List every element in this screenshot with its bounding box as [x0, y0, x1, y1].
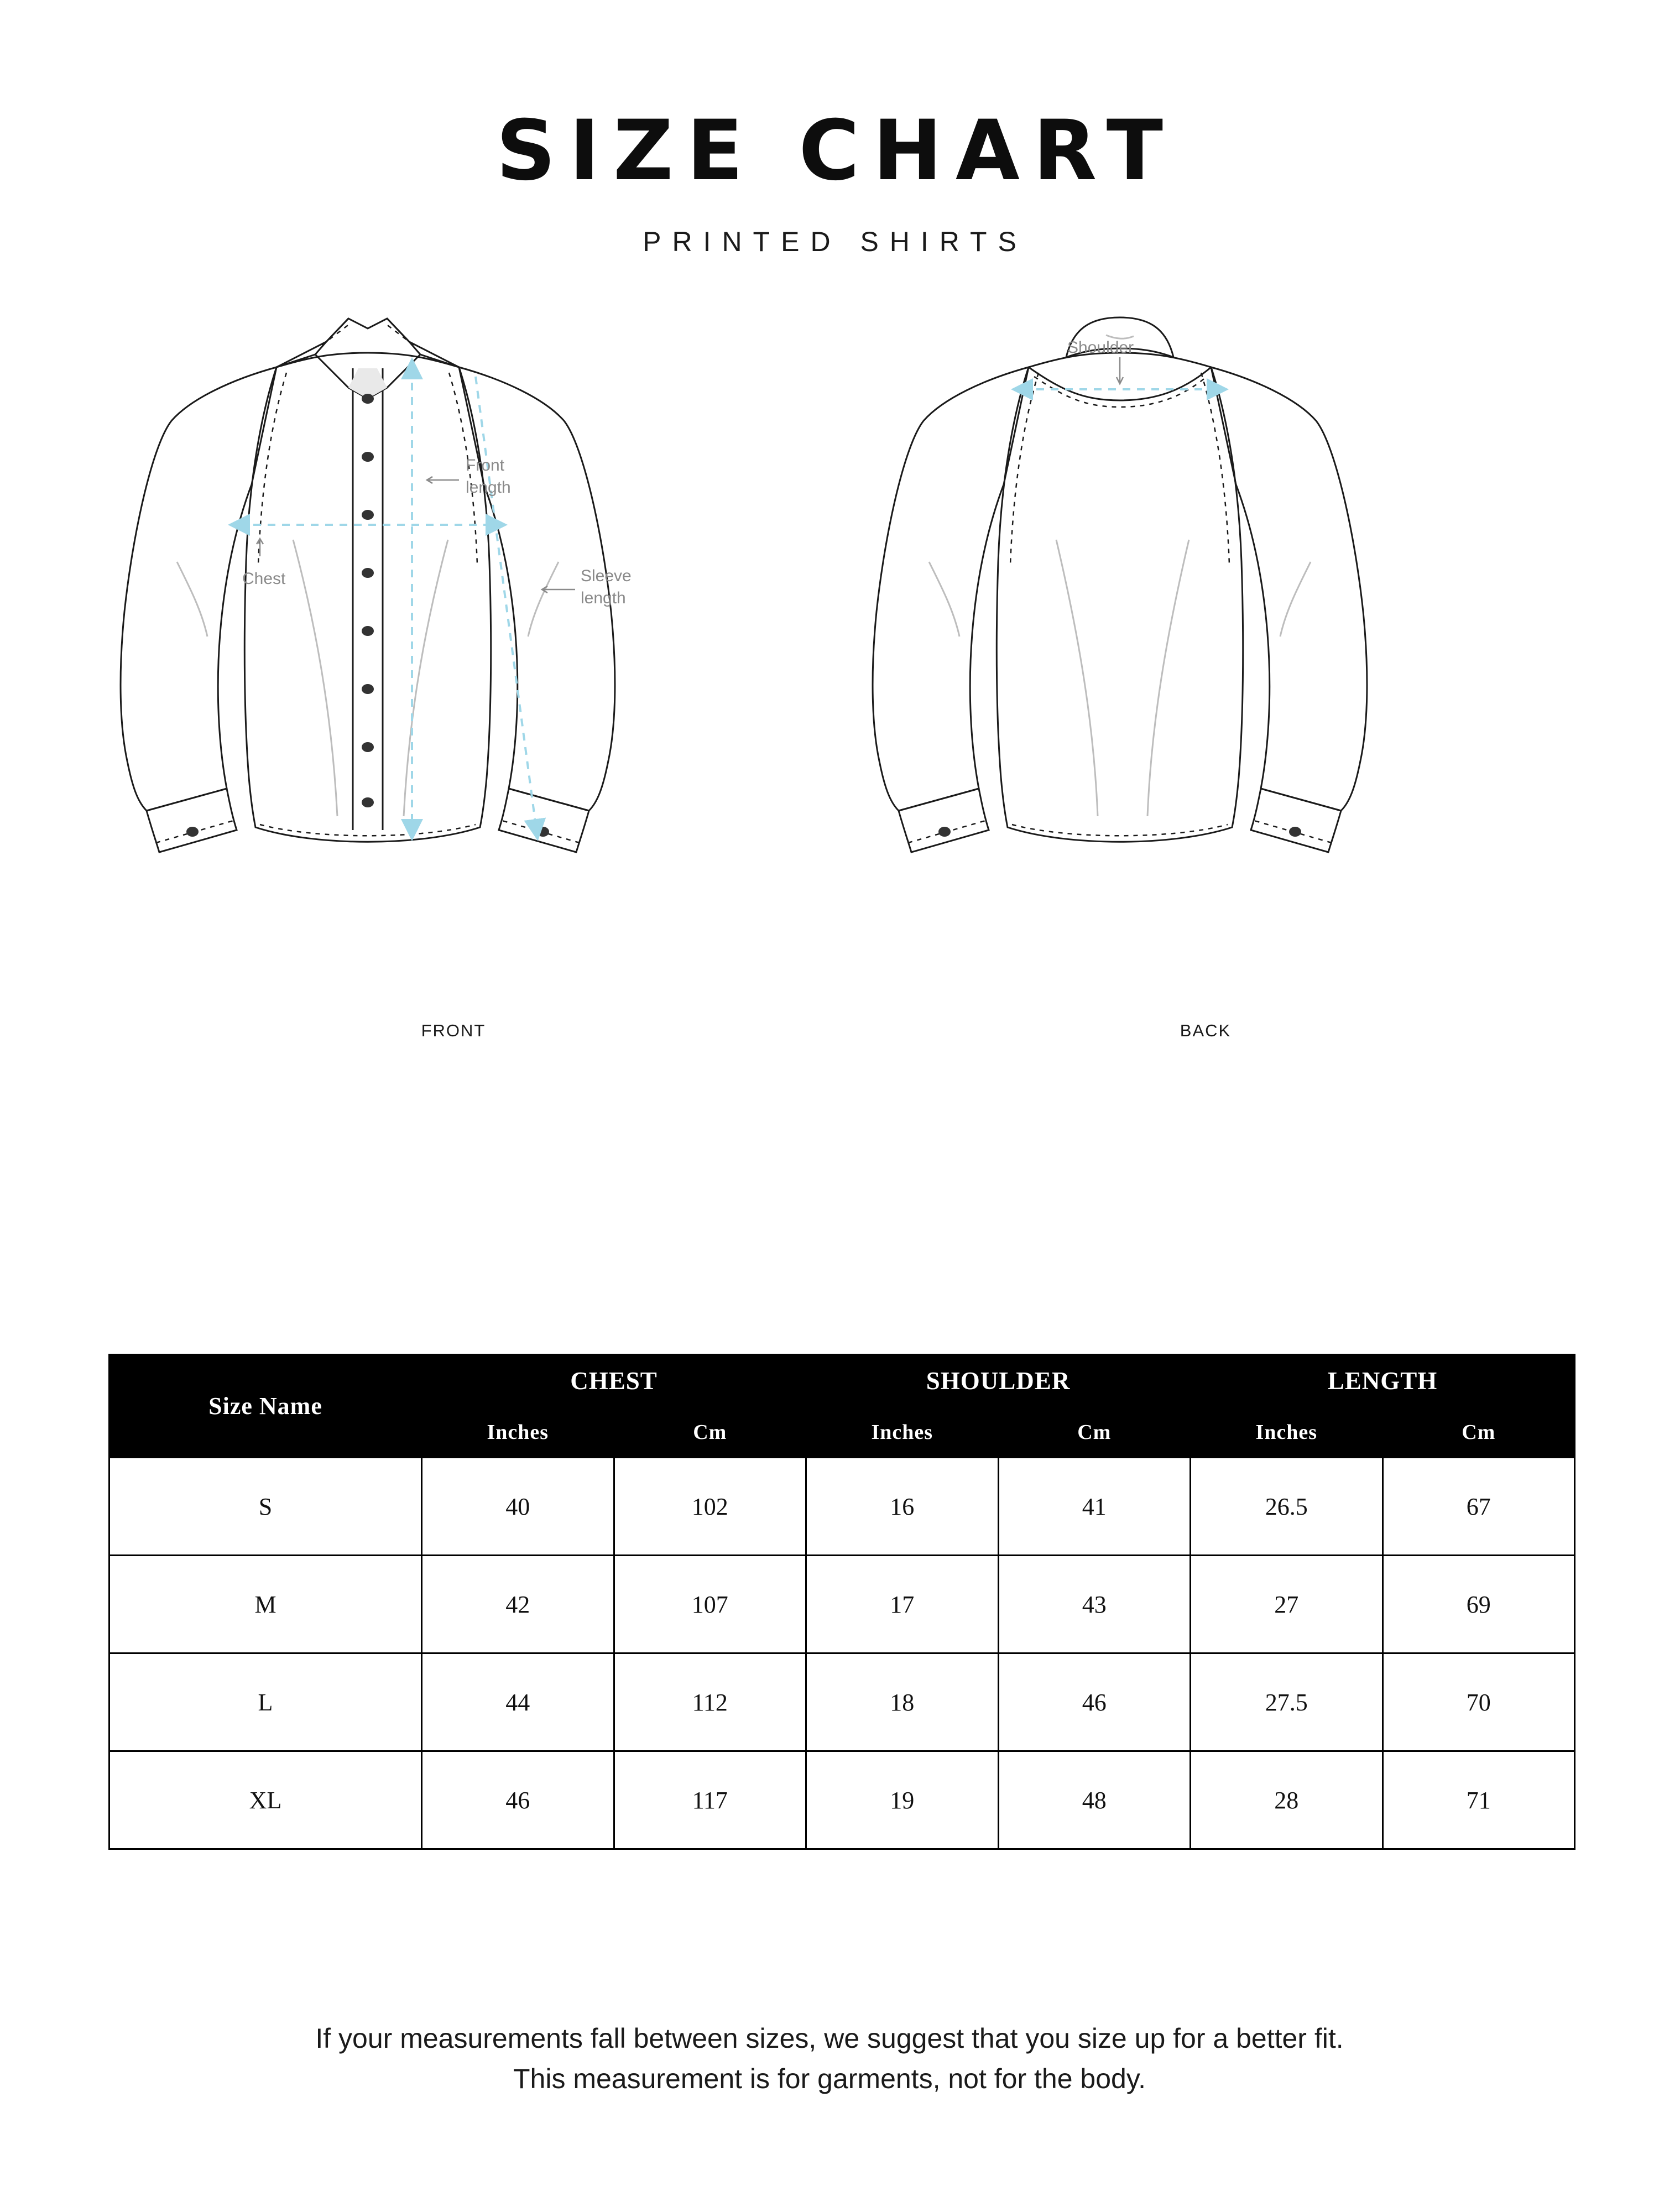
cell-shoulder-cm: 43	[998, 1556, 1191, 1653]
front-shirt-block	[94, 302, 813, 1131]
table-row	[109, 1653, 1575, 1751]
header-size-name: Size Name	[109, 1355, 422, 1458]
front-shirt-illustration	[94, 302, 813, 1021]
cell-chest-inches: 40	[422, 1458, 614, 1556]
header-shoulder-cm: Cm	[998, 1407, 1191, 1458]
front-length-label-line2: length	[466, 478, 511, 497]
table-header-row-groups	[109, 1355, 1575, 1407]
cell-length-inches: 28	[1191, 1751, 1383, 1849]
sleeve-label-line2: length	[581, 588, 626, 607]
cell-length-inches: 27	[1191, 1556, 1383, 1653]
header-length-inches: Inches	[1191, 1407, 1383, 1458]
cell-length-cm: 70	[1383, 1653, 1575, 1751]
back-shirt-block	[846, 302, 1565, 1131]
sleeve-label-line1: Sleeve	[581, 566, 632, 585]
cell-shoulder-cm: 46	[998, 1653, 1191, 1751]
header-shoulder-inches: Inches	[806, 1407, 999, 1458]
cell-size: S	[109, 1458, 422, 1556]
front-length-label-line1: Front	[466, 456, 505, 474]
table-row	[109, 1751, 1575, 1849]
page-title: SIZE CHART	[495, 103, 1177, 199]
cell-chest-inches: 44	[422, 1653, 614, 1751]
cell-length-inches: 27.5	[1191, 1653, 1383, 1751]
size-table-head	[109, 1355, 1575, 1458]
cell-length-inches: 26.5	[1191, 1458, 1383, 1556]
table-row	[109, 1556, 1575, 1653]
header-length-cm: Cm	[1383, 1407, 1575, 1458]
header-chest-inches: Inches	[422, 1407, 614, 1458]
cell-chest-cm: 117	[614, 1751, 806, 1849]
cell-size: XL	[109, 1751, 422, 1849]
shoulder-label: Shoulder	[1067, 338, 1134, 357]
cell-chest-inches: 46	[422, 1751, 614, 1849]
size-table	[108, 1354, 1575, 1850]
footnote	[0, 2018, 1659, 2099]
chest-label: Chest	[242, 569, 286, 588]
page-header	[0, 0, 1659, 258]
cell-shoulder-inches: 17	[806, 1556, 999, 1653]
header-chest: CHEST	[422, 1355, 806, 1407]
header-length: LENGTH	[1191, 1355, 1575, 1407]
cell-shoulder-inches: 19	[806, 1751, 999, 1849]
footnote-line-2: This measurement is for garments, not for the body.	[513, 2063, 1146, 2094]
cell-size: M	[109, 1556, 422, 1653]
cell-length-cm: 67	[1383, 1458, 1575, 1556]
cell-size: L	[109, 1653, 422, 1751]
back-shirt-illustration	[846, 302, 1565, 1021]
cell-shoulder-cm: 48	[998, 1751, 1191, 1849]
footnote-line-1: If your measurements fall between sizes, we suggest that you size up for a better fit.	[315, 2023, 1344, 2054]
cell-chest-cm: 102	[614, 1458, 806, 1556]
size-table-wrapper	[108, 1354, 1563, 1850]
header-shoulder: SHOULDER	[806, 1355, 1191, 1407]
back-caption: BACK	[1180, 1020, 1232, 1040]
size-table-body	[109, 1458, 1575, 1849]
table-row	[109, 1458, 1575, 1556]
cell-chest-inches: 42	[422, 1556, 614, 1653]
cell-length-cm: 69	[1383, 1556, 1575, 1653]
cell-chest-cm: 112	[614, 1653, 806, 1751]
front-caption: FRONT	[421, 1020, 486, 1040]
cell-shoulder-inches: 16	[806, 1458, 999, 1556]
cell-length-cm: 71	[1383, 1751, 1575, 1849]
cell-chest-cm: 107	[614, 1556, 806, 1653]
cell-shoulder-inches: 18	[806, 1653, 999, 1751]
header-chest-cm: Cm	[614, 1407, 806, 1458]
page-subtitle: PRINTED SHIRTS	[643, 226, 1027, 257]
shirt-illustrations	[0, 302, 1659, 1131]
cell-shoulder-cm: 41	[998, 1458, 1191, 1556]
